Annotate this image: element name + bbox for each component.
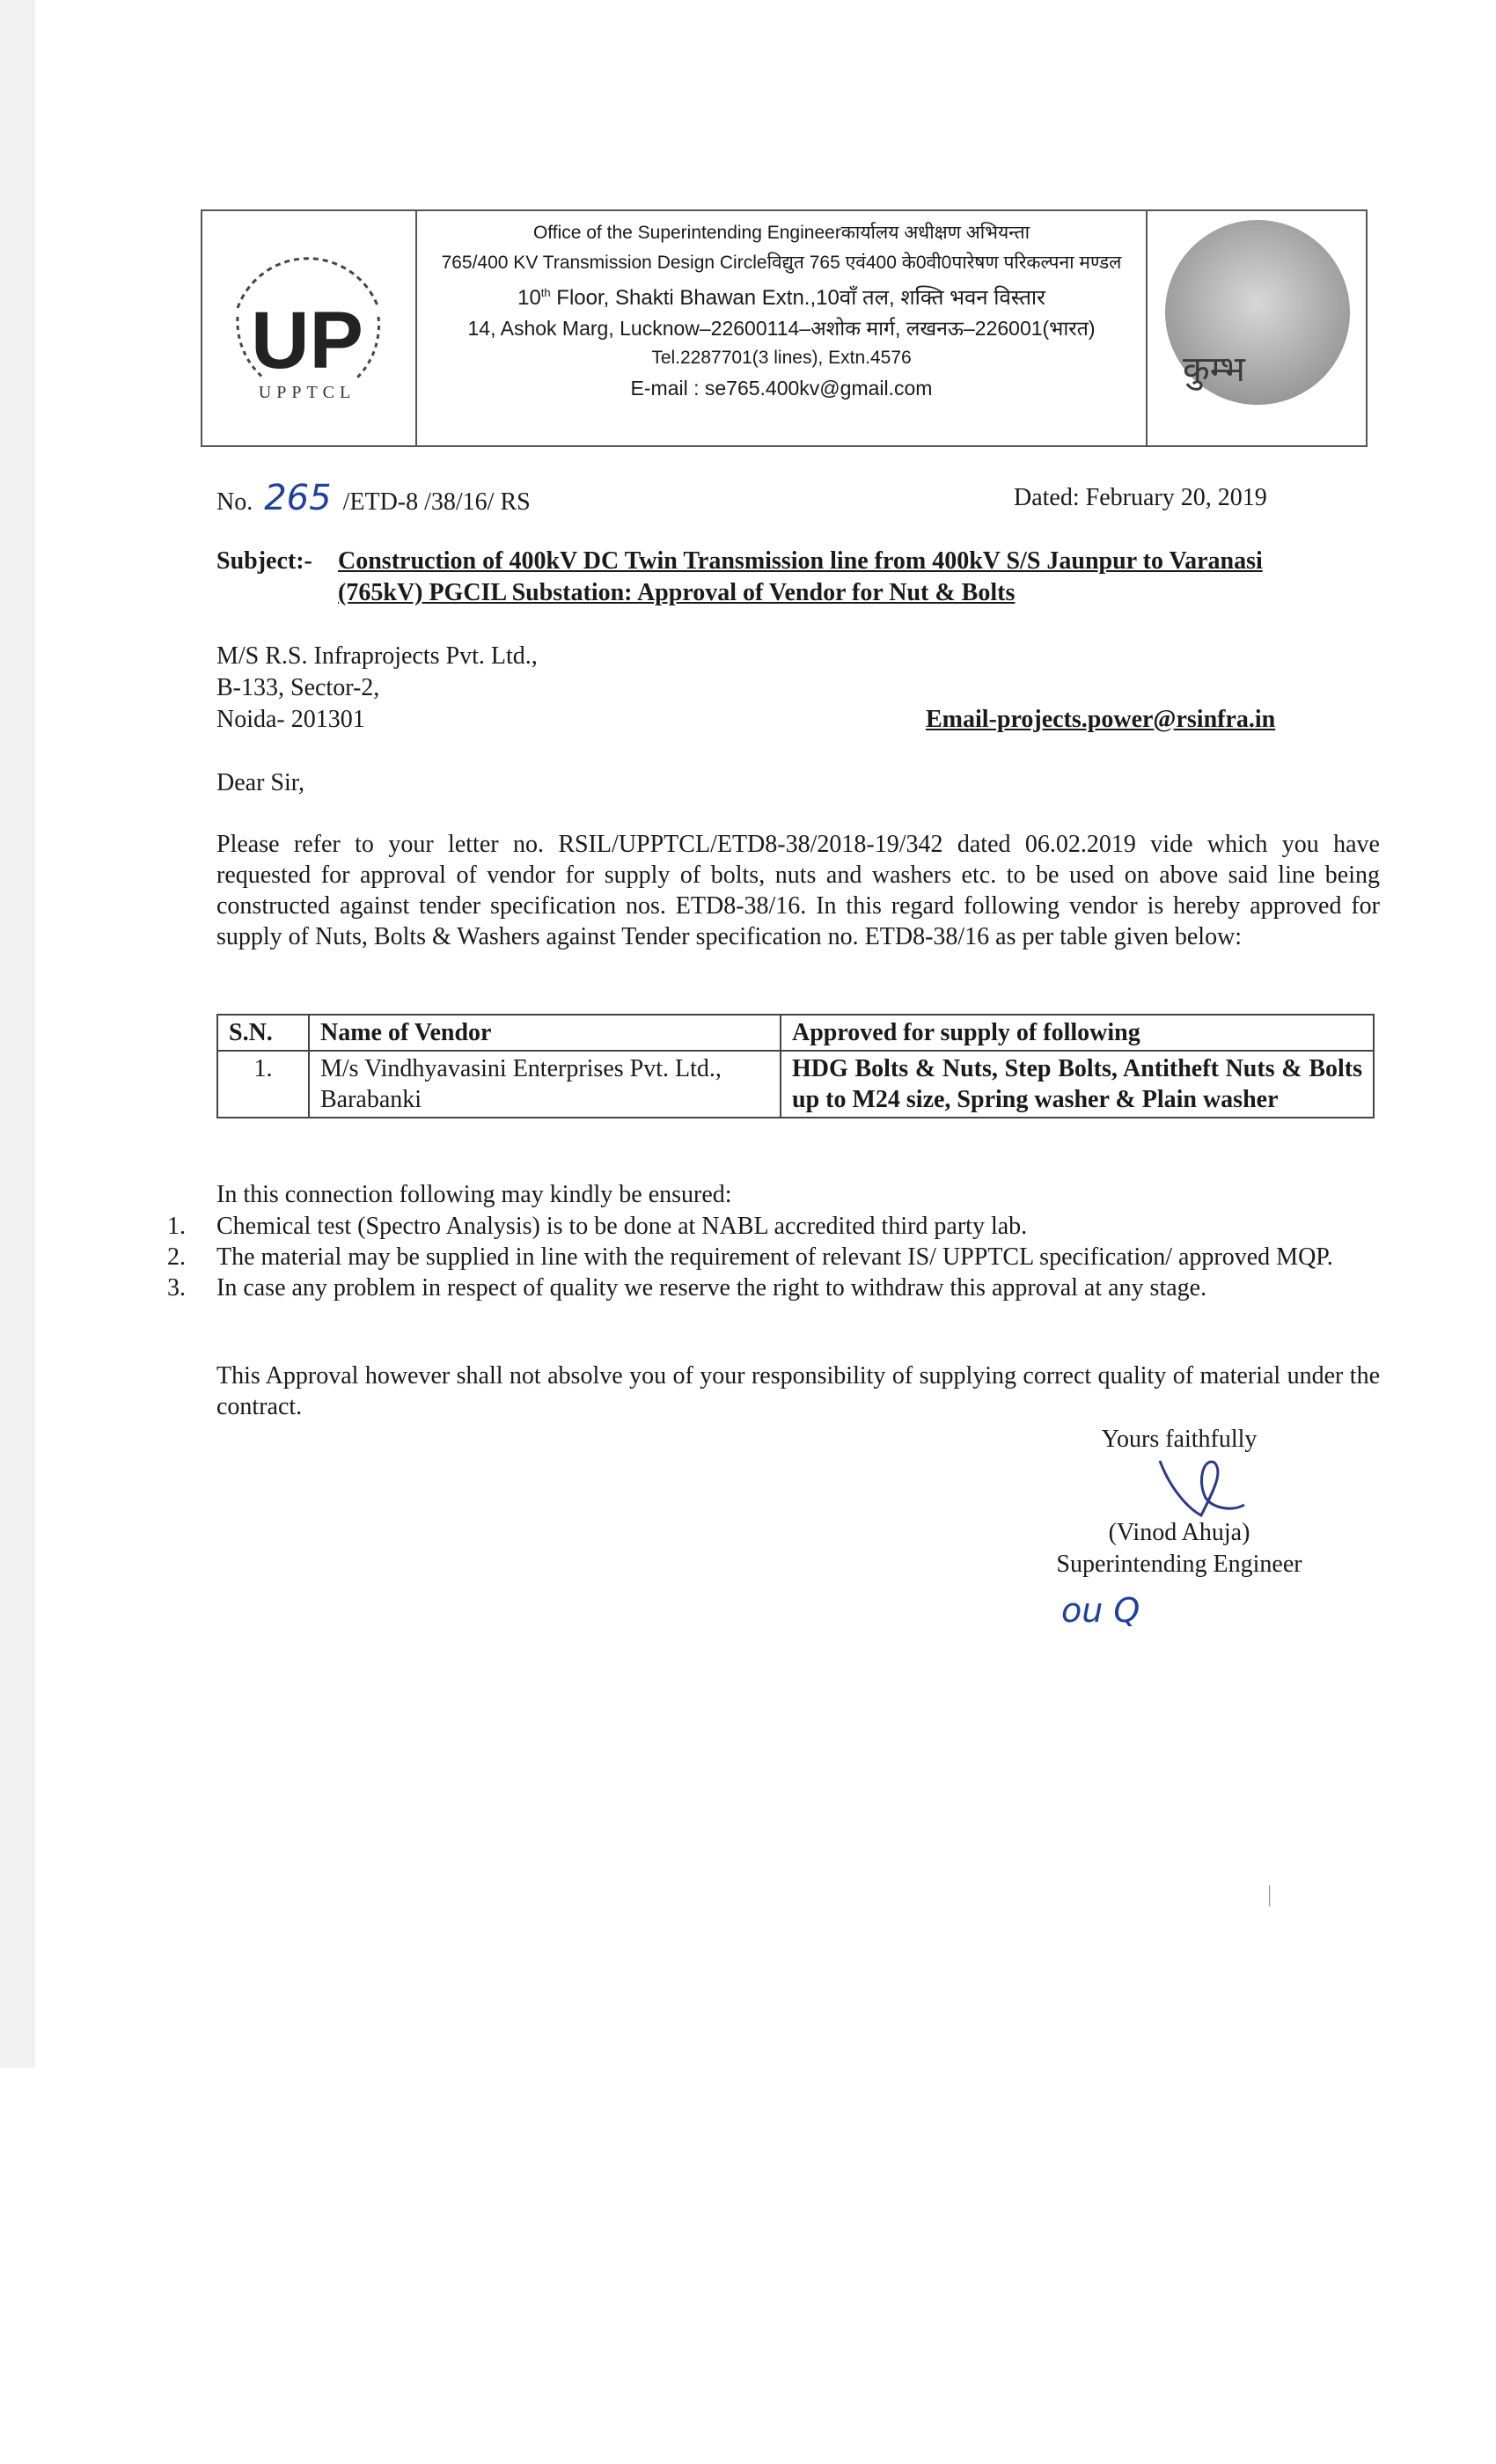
circle-name: 765/400 KV Transmission Design Circleविद्युत 765 एवं400 के0वी0पारेषण परिकल्पना मण्डल xyxy=(441,253,1122,273)
list-item: 2. The material may be supplied in line with the requirement of relevant IS/ UPPTCL specification/ approved MQP. xyxy=(167,1243,1333,1271)
scan-mark: | xyxy=(1267,1881,1272,1907)
ref-no-label: No. xyxy=(216,488,253,516)
conditions-list xyxy=(167,1211,1382,1303)
header-sn: S.N. xyxy=(217,1015,309,1051)
vendor-table xyxy=(216,1014,1375,1118)
address-line-3: Noida- 201301 xyxy=(216,706,365,733)
logo-sub: UPPTCL xyxy=(258,383,356,402)
upptcl-logo xyxy=(202,211,417,445)
salutation: Dear Sir, xyxy=(216,769,304,796)
logo-text: UP xyxy=(251,296,363,385)
header-vendor: Name of Vendor xyxy=(309,1015,781,1051)
header-approved: Approved for supply of following xyxy=(781,1015,1374,1051)
cell-vendor: M/s Vindhyavasini Enterprises Pvt. Ltd., Barabanki xyxy=(309,1051,781,1118)
disclaimer-paragraph: This Approval however shall not absolve you of your responsibility of supplying correct quality of material under the contract. xyxy=(216,1362,1380,1420)
list-item: 3. In case any problem in respect of quality we reserve the right to withdraw this approval at any stage. xyxy=(167,1274,1207,1302)
address-line-1: M/S R.S. Infraprojects Pvt. Ltd., xyxy=(216,642,538,670)
cell-sn: 1. xyxy=(217,1051,309,1118)
body-paragraph: Please refer to your letter no. RSIL/UPPTCL/ETD8-38/2018-19/342 dated 06.02.2019 vide which you have requested for approval of vendor for supply of bolts, nuts and washers etc. to be used on above said line being constructed against tender specification nos. ETD8-38/16. In this regard following vendor is hereby approved for supply of Nuts, Bolts & Washers against Tender specification no. ETD8-38/16 as per table given below: xyxy=(216,831,1380,950)
kumbh-seal xyxy=(1146,211,1366,445)
table-row xyxy=(217,1051,1374,1118)
letterhead-address xyxy=(417,211,1146,445)
seal-text: कुम्भ xyxy=(1183,349,1245,390)
cell-approved: HDG Bolts & Nuts, Step Bolts, Antitheft Nuts & Bolts up to M24 size, Spring washer & Plain washer xyxy=(781,1051,1374,1118)
address-line-2: B-133, Sector-2, xyxy=(216,674,380,701)
street-line: 14, Ashok Marg, Lucknow–22600114–अशोक मार्ग, लखनऊ–226001(भारत) xyxy=(467,317,1096,340)
table-header-row xyxy=(217,1015,1374,1051)
recipient-email[interactable]: Email-projects.power@rsinfra.in xyxy=(926,706,1276,733)
letterhead xyxy=(201,209,1368,447)
subject-line-1: Construction of 400kV DC Twin Transmission line from 400kV S/S Jaunpur to Varanasi xyxy=(338,547,1263,575)
subject-line-2: (765kV) PGCIL Substation: Approval of Vendor for Nut & Bolts xyxy=(338,579,1016,606)
telephone-line: Tel.2287701(3 lines), Extn.4576 xyxy=(651,348,912,368)
subject-label: Subject:- xyxy=(216,547,312,575)
letter-date: Dated: February 20, 2019 xyxy=(1014,484,1267,511)
office-name: Office of the Superintending Engineerकार्यालय अधीक्षण अभियन्ता xyxy=(532,223,1030,243)
list-item: 1. Chemical test (Spectro Analysis) is to be done at NABL accredited third party lab. xyxy=(167,1213,1028,1240)
ref-no-suffix: /ETD-8 /38/16/ RS xyxy=(342,488,531,516)
ref-no-handwritten: 265 xyxy=(264,478,332,518)
signature-icon xyxy=(1153,1454,1250,1524)
signatory-designation: Superintending Engineer xyxy=(1056,1551,1302,1578)
ref-number xyxy=(216,478,531,518)
upptcl-logo-icon xyxy=(202,211,412,445)
handwritten-initials: ou Q xyxy=(1061,1591,1140,1630)
email-line: E-mail : se765.400kv@gmail.com xyxy=(630,377,933,400)
closing-yours: Yours faithfully xyxy=(1101,1426,1258,1453)
scan-edge xyxy=(0,0,35,2068)
signatory-name: (Vinod Ahuja) xyxy=(1108,1519,1250,1546)
floor-line: 10th Floor, Shakti Bhawan Extn.,10वाँ तल, शक्ति भवन विस्तार xyxy=(517,286,1045,310)
conditions-intro: In this connection following may kindly be ensured: xyxy=(216,1181,732,1208)
